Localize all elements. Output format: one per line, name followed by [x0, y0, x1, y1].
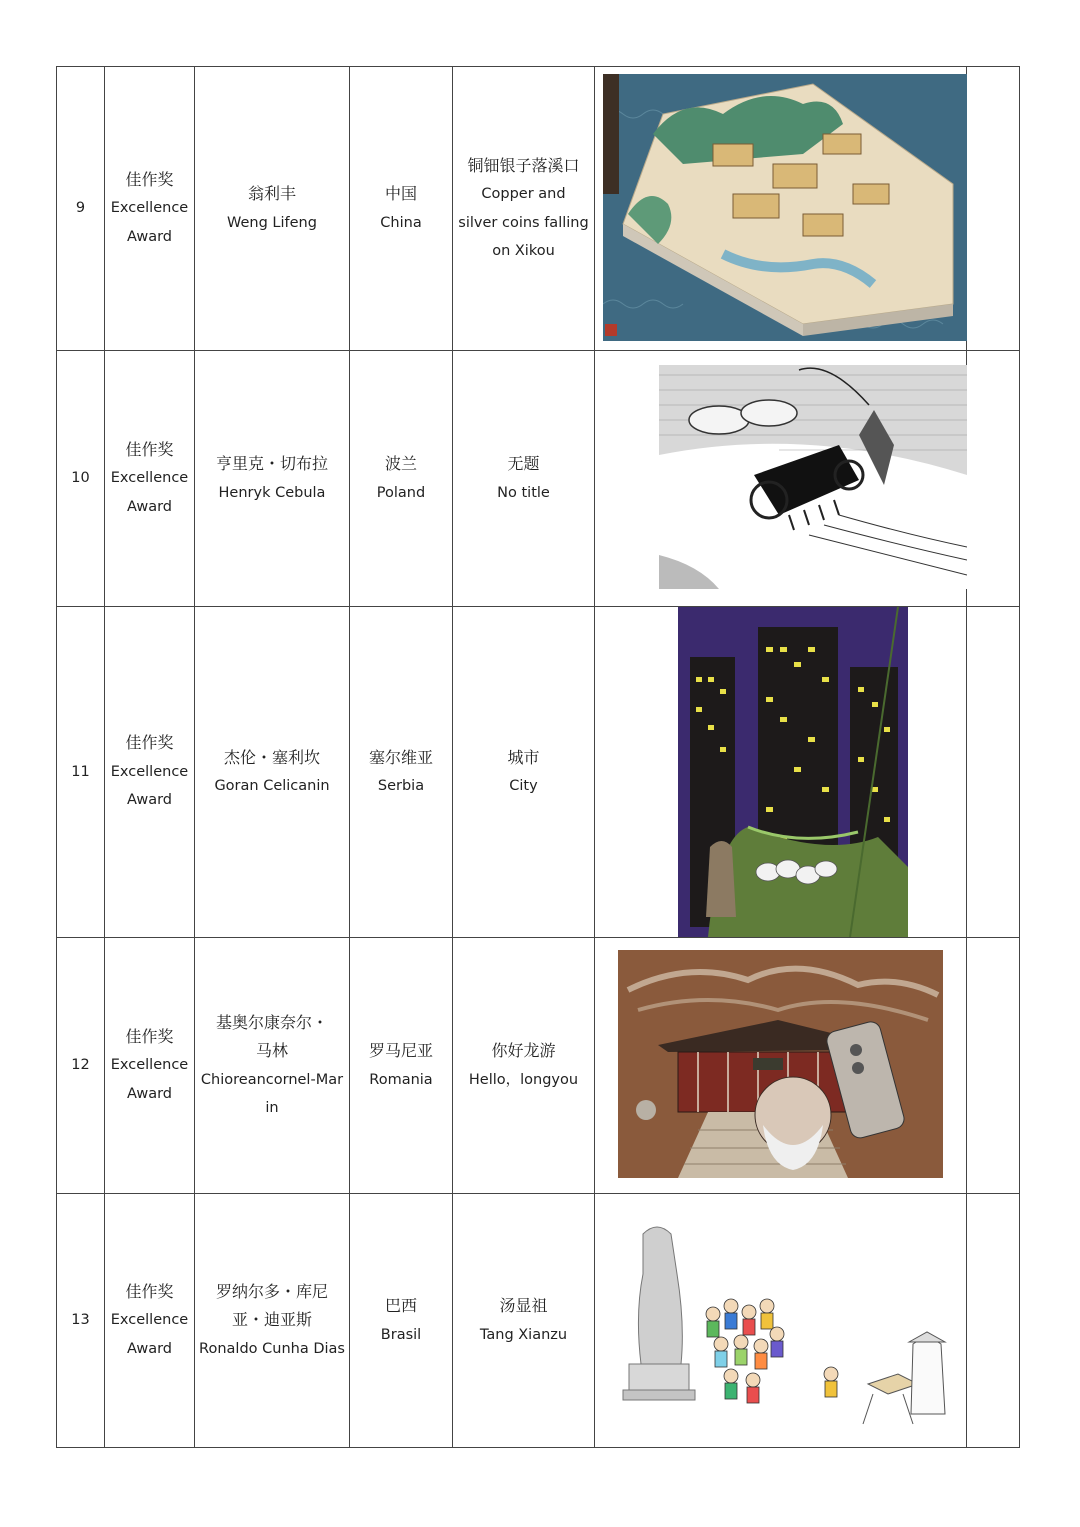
- country-cell: 罗马尼亚 Romania: [350, 938, 453, 1194]
- table-row: [57, 607, 1020, 938]
- empty-cell: [967, 607, 1020, 938]
- table-row: [57, 938, 1020, 1194]
- award-cell: 佳作奖 Excellence Award: [105, 607, 195, 938]
- entry-number: 10: [57, 351, 105, 607]
- artwork-cell: [595, 67, 967, 351]
- artwork-cell: [595, 351, 967, 607]
- night-skyscrapers-shepherd-cartoon: [678, 607, 908, 937]
- country-cell: 波兰 Poland: [350, 351, 453, 607]
- empty-cell: [967, 351, 1020, 607]
- table-row: [57, 351, 1020, 607]
- entry-number: 11: [57, 607, 105, 938]
- artwork-cell: [595, 938, 967, 1194]
- horse-drawn-piano-cartoon: [659, 365, 967, 589]
- isometric-village-painting: [603, 74, 967, 341]
- title-cell: 无题 No title: [453, 351, 595, 607]
- award-cell: 佳作奖 Excellence Award: [105, 351, 195, 607]
- empty-cell: [967, 938, 1020, 1194]
- award-cell: 佳作奖 Excellence Award: [105, 1194, 195, 1448]
- title-cell: 铜钿银子落溪口 Copper and silver coins falling on Xikou: [453, 67, 595, 351]
- artist-cell: 亨里克・切布拉 Henryk Cebula: [195, 351, 350, 607]
- table-row: [57, 1194, 1020, 1448]
- empty-cell: [967, 1194, 1020, 1448]
- statue-and-tourists-cartoon: [613, 1214, 951, 1440]
- title-cell: 城市 City: [453, 607, 595, 938]
- artist-cell: 翁利丰 Weng Lifeng: [195, 67, 350, 351]
- awards-table: [56, 66, 1020, 1448]
- empty-cell: [967, 67, 1020, 351]
- artist-cell: 杰伦・塞利坎 Goran Celicanin: [195, 607, 350, 938]
- artwork-cell: [595, 1194, 967, 1448]
- country-cell: 塞尔维亚 Serbia: [350, 607, 453, 938]
- award-cell: 佳作奖 Excellence Award: [105, 938, 195, 1194]
- title-cell: 汤显祖 Tang Xianzu: [453, 1194, 595, 1448]
- artwork-cell: [595, 607, 967, 938]
- entry-number: 9: [57, 67, 105, 351]
- title-cell: 你好龙游 Hello，longyou: [453, 938, 595, 1194]
- old-man-selfie-temple-cartoon: [618, 950, 943, 1178]
- artist-cell: 罗纳尔多・库尼 亚・迪亚斯 Ronaldo Cunha Dias: [195, 1194, 350, 1448]
- country-cell: 巴西 Brasil: [350, 1194, 453, 1448]
- entry-number: 13: [57, 1194, 105, 1448]
- entry-number: 12: [57, 938, 105, 1194]
- award-cell: 佳作奖 Excellence Award: [105, 67, 195, 351]
- country-cell: 中国 China: [350, 67, 453, 351]
- artist-cell: 基奥尔康奈尔・ 马林 Chioreancornel-Mar in: [195, 938, 350, 1194]
- table-row: [57, 67, 1020, 351]
